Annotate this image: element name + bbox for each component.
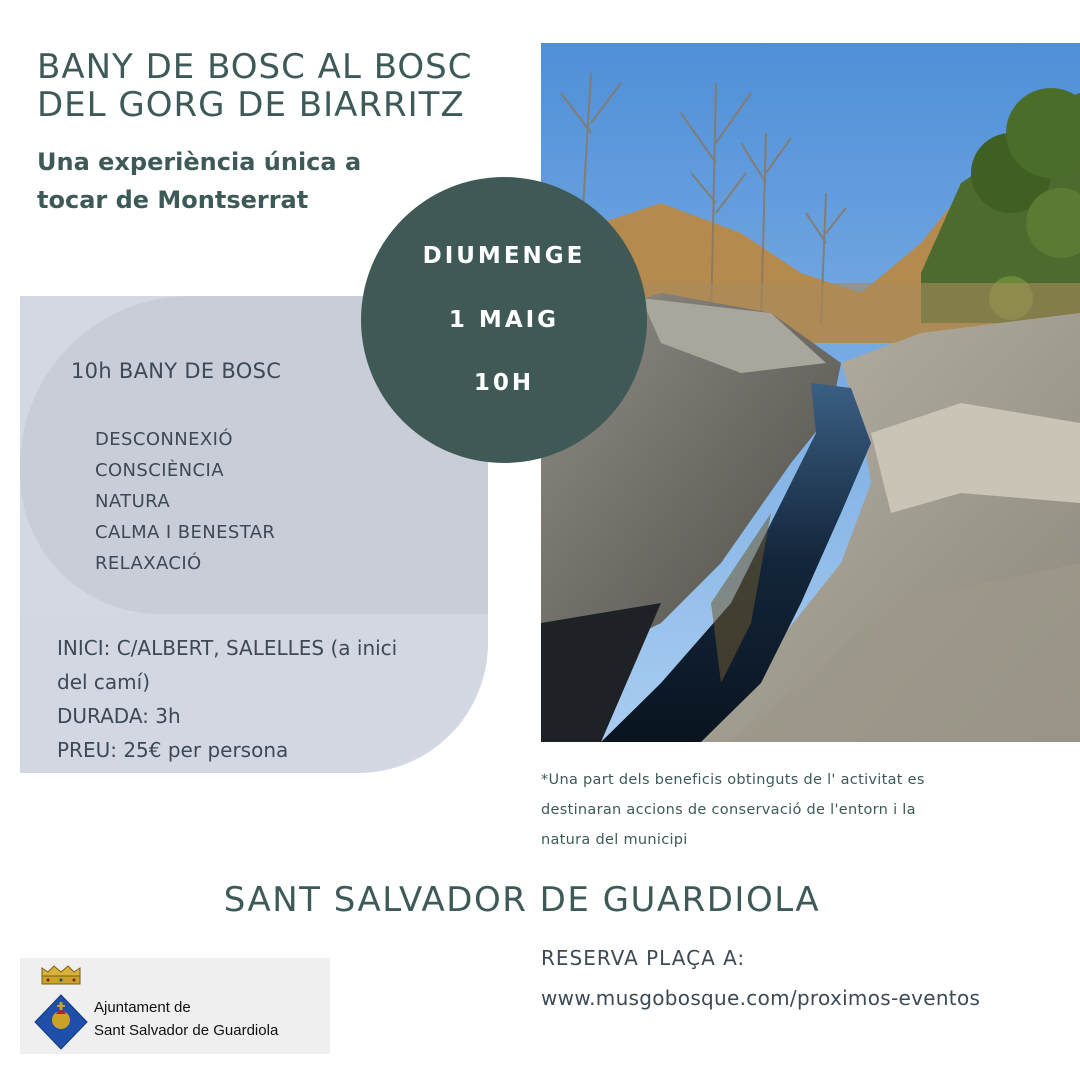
town-name: SANT SALVADOR DE GUARDIOLA <box>223 880 821 920</box>
list-item: RELAXACIÓ <box>95 553 202 574</box>
event-title <box>37 48 537 124</box>
price: PREU: 25€ per persona <box>57 738 289 762</box>
logo-line2: Sant Salvador de Guardiola <box>94 1022 279 1039</box>
coat-of-arms-icon <box>32 962 90 1052</box>
note-line3: natura del municipi <box>541 832 688 848</box>
event-title-line1: BANY DE BOSC AL BOSC <box>37 47 473 87</box>
duration: DURADA: 3h <box>57 704 181 728</box>
logo-line1: Ajuntament de <box>94 999 191 1016</box>
reservation-link[interactable]: www.musgobosque.com/proximos-eventos <box>541 986 981 1010</box>
start-location-line1: INICI: C/ALBERT, SALELLES (a inici <box>57 636 398 660</box>
badge-day: DIUMENGE <box>422 243 586 269</box>
event-subtitle-line1: Una experiència única a <box>37 148 362 176</box>
list-item: NATURA <box>95 491 171 512</box>
date-badge <box>361 177 647 463</box>
list-item: CONSCIÈNCIA <box>95 460 224 481</box>
note-line2: destinaran accions de conservació de l'entorn i la <box>541 802 916 818</box>
schedule-title: 10h BANY DE BOSC <box>71 359 282 383</box>
event-title-line2: DEL GORG DE BIARRITZ <box>37 85 465 125</box>
reservation-label: RESERVA PLAÇA A: <box>541 946 746 970</box>
conservation-note <box>541 765 981 855</box>
logo-text <box>94 996 278 1042</box>
note-line1: *Una part dels beneficis obtinguts de l' activitat es <box>541 772 925 788</box>
event-details <box>57 631 467 767</box>
badge-time: 10H <box>473 370 535 396</box>
badge-date: 1 MAIG <box>448 307 560 333</box>
benefits-list <box>95 424 275 579</box>
event-subtitle-line2: tocar de Montserrat <box>37 186 309 214</box>
municipality-logo <box>20 958 330 1054</box>
list-item: DESCONNEXIÓ <box>95 429 233 450</box>
event-subtitle <box>37 143 457 219</box>
start-location-line2: del camí) <box>57 670 151 694</box>
list-item: CALMA I BENESTAR <box>95 522 276 543</box>
